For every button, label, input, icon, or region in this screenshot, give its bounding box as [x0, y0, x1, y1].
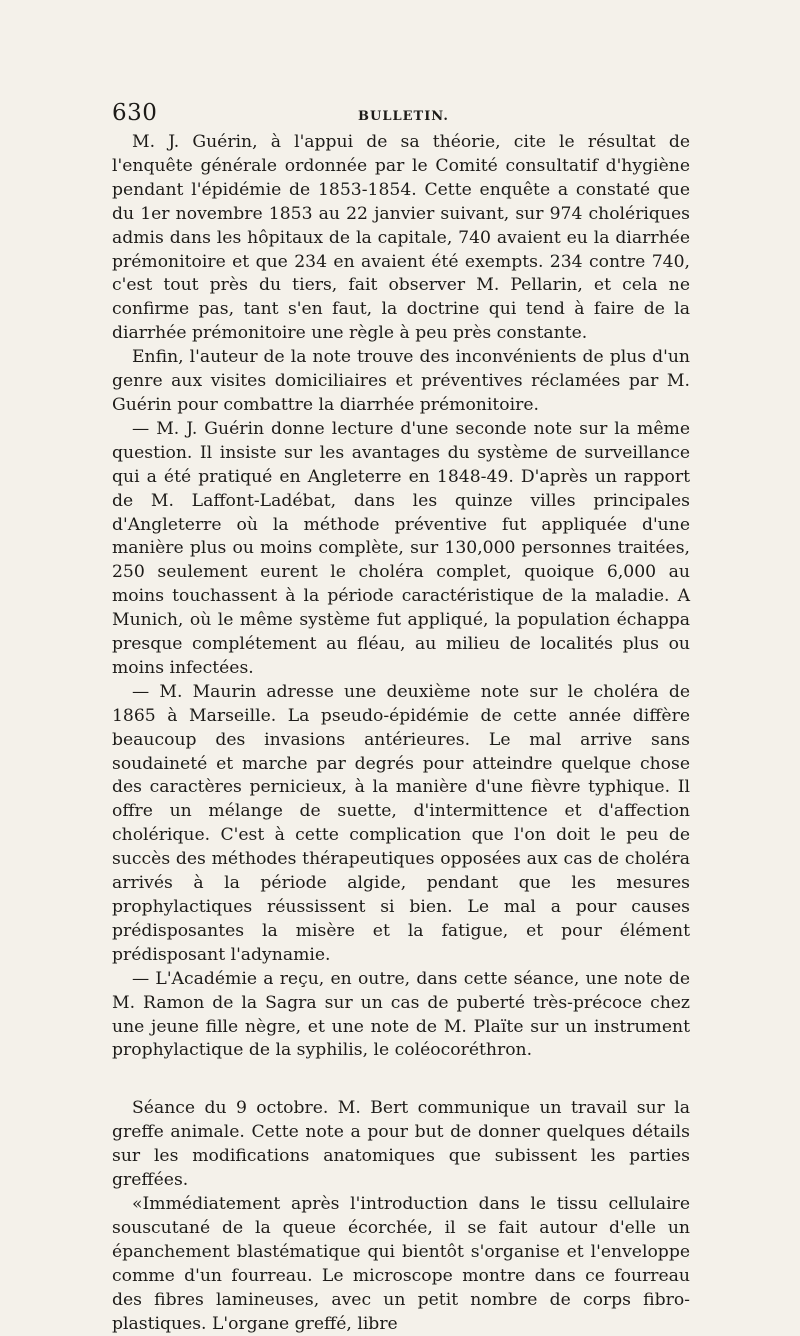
page-number: 630 — [112, 100, 158, 126]
running-head: BULLETIN. — [358, 109, 449, 124]
paragraph-guerin-enquete: M. J. Guérin, à l'appui de sa théorie, cite le résultat de l'enquête générale ordonnée par le Comité consultatif d'hygiène pendant l'épidémie de 1853-1854. Cette enquête a constaté que du 1er novembre 1853 au 22 janvier suivant, sur 974 cholériques admis dans les hôpitaux de la capitale, 740 avaient eu la diarrhée prémonitoire et que 234 en avaient été exempts. 234 contre 740, c'est tout près du tiers, fait observer M. Pellarin, et cela ne confirme pas, tant s'en faut, la doctrine qui tend à faire de la diarrhée prémonitoire une règle à peu près constante. — [112, 132, 690, 344]
paragraph-academie: — L'Académie a reçu, en outre, dans cette séance, une note de M. Ramon de la Sagra sur un cas de puberté très-précoce chez une jeune fille nègre, et une note de M. Plaïte sur un instrument prophylactique de la syphilis, le coléocoréthron. — [112, 968, 690, 1061]
paragraph-enfin: Enfin, l'auteur de la note trouve des inconvénients de plus d'un genre aux visites domiciliaires et préventives réclamées par M. Guérin pour combattre la diarrhée prémonitoire. — [112, 347, 690, 415]
paragraph-maurin: — M. Maurin adresse une deuxième note sur le choléra de 1865 à Marseille. La pseudo-épidémie de cette année diffère beaucoup des invasions antérieures. Le mal arrive sans soudaineté et marche par degrés pour atteindre quelque chose des caractères pernicieux, à la manière d'une fièvre typhique. Il offre un mélange de suette, d'intermittence et d'affection cholérique. C'est à cette complication que l'on doit le peu de succès des méthodes thérapeutiques opposées aux cas de choléra arrivés à la période algide, pendant que les mesures prophylactiques réussissent si bien. Le mal a pour causes prédisposantes la misère et la fatigue, et pour élément prédisposant l'adynamie. — [112, 681, 690, 965]
paragraph-guerin-seconde-note: — M. J. Guérin donne lecture d'une seconde note sur la même question. Il insiste sur les avantages du système de surveillance qui a été pratiqué en Angleterre en 1848-49. D'après un rapport de M. Laffont-Ladébat, dans les quinze villes principales d'Angleterre où la méthode préventive fut appliquée d'une manière plus ou moins complète, sur 130,000 personnes traitées, 250 seulement eurent le choléra complet, quoique 6,000 au moins touchassent à la période caractéristique de la maladie. A Munich, où le même système fut appliqué, la population échappa presque complétement au fléau, au milieu de localités plus ou moins infectées. — [112, 418, 690, 678]
page-header — [112, 100, 690, 130]
body-text — [112, 131, 690, 1336]
paragraph-immediatement: «Immédiatement après l'introduction dans le tissu cellulaire souscutané de la queue écorchée, il se fait autour d'elle un épanchement blastématique qui bientôt s'organise et l'enveloppe comme d'un fourreau. Le microscope montre dans ce fourreau des fibres lamineuses, avec un petit nombre de corps fibro-plastiques. L'organe greffé, libre — [112, 1193, 690, 1334]
paragraph-seance-9-octobre: Séance du 9 octobre. M. Bert communique un travail sur la greffe animale. Cette note a pour but de donner quelques détails sur les modifications anatomiques que subissent les parties greffées. — [112, 1098, 690, 1191]
